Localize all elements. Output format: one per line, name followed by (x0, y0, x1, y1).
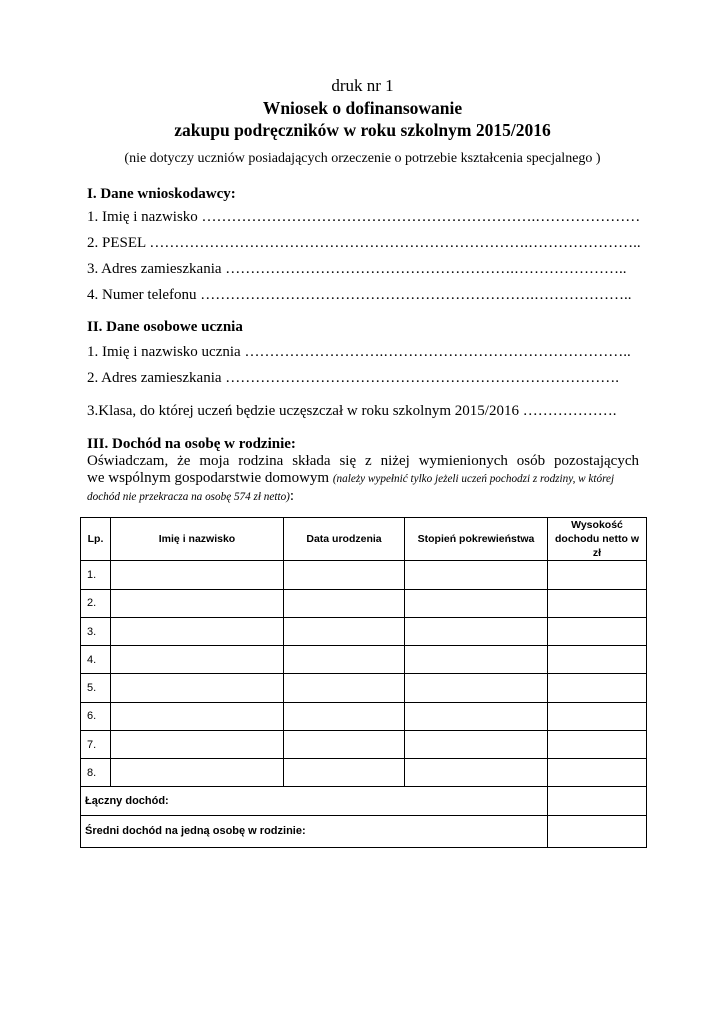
cell-name[interactable] (111, 702, 284, 730)
declaration-note: (należy wypełnić tylko jeżeli uczeń pochodzi z rodziny, w której dochód nie przekracza na osobę 574 zł netto) (87, 473, 615, 503)
cell-income[interactable] (548, 674, 647, 702)
document-note: (nie dotyczy uczniów posiadających orzeczenie o potrzebie kształcenia specjalnego ) (124, 151, 601, 166)
cell-relationship[interactable] (405, 730, 548, 758)
field-student-name[interactable]: 1. Imię i nazwisko ucznia ……………………….………………………………………….. (87, 344, 631, 360)
table-row (81, 730, 647, 758)
table-row (81, 561, 647, 589)
cell-income[interactable] (548, 646, 647, 674)
declaration-line2-text: we wspólnym gospodarstwie domowym (87, 470, 330, 486)
cell-birth-date[interactable] (284, 617, 405, 645)
total-income-value[interactable] (548, 787, 647, 815)
total-income-row (81, 787, 647, 815)
declaration-line2 (87, 470, 639, 506)
declaration-paragraph (87, 453, 639, 506)
field-applicant-phone[interactable]: 4. Numer telefonu ………………………………………………………….……………….. (87, 287, 632, 303)
field-applicant-pesel[interactable]: 2. PESEL ………………………………………………………………….………………….. (87, 235, 641, 251)
total-income-label: Łączny dochód: (81, 787, 548, 815)
table-row (81, 646, 647, 674)
table-row (81, 617, 647, 645)
section1-heading: I. Dane wnioskodawcy: (87, 186, 236, 202)
header-birth-date: Data urodzenia (284, 518, 405, 561)
cell-income[interactable] (548, 730, 647, 758)
cell-relationship[interactable] (405, 759, 548, 787)
average-income-value[interactable] (548, 815, 647, 847)
cell-relationship[interactable] (405, 617, 548, 645)
header-income: Wysokość dochodu netto w zł (548, 518, 647, 561)
table-row (81, 759, 647, 787)
cell-name[interactable] (111, 730, 284, 758)
cell-relationship[interactable] (405, 702, 548, 730)
cell-birth-date[interactable] (284, 674, 405, 702)
document-title-line2: zakupu podręczników w roku szkolnym 2015/2016 (174, 120, 551, 140)
declaration-line1: Oświadczam, że moja rodzina składa się z niżej wymienionych osób pozostających (87, 453, 639, 469)
document-title-line1: Wniosek o dofinansowanie (262, 98, 463, 118)
cell-income[interactable] (548, 589, 647, 617)
cell-relationship[interactable] (405, 674, 548, 702)
cell-income[interactable] (548, 561, 647, 589)
table-row (81, 702, 647, 730)
row-number: 4. (81, 646, 111, 674)
row-number: 2. (81, 589, 111, 617)
average-income-row (81, 815, 647, 847)
cell-birth-date[interactable] (284, 646, 405, 674)
row-number: 5. (81, 674, 111, 702)
income-table-header (81, 518, 647, 561)
cell-name[interactable] (111, 561, 284, 589)
header-name: Imię i nazwisko (111, 518, 284, 561)
cell-income[interactable] (548, 617, 647, 645)
cell-name[interactable] (111, 617, 284, 645)
cell-relationship[interactable] (405, 589, 548, 617)
field-applicant-address[interactable]: 3. Adres zamieszkania ………………………………………………….………………….. (87, 261, 627, 277)
row-number: 6. (81, 702, 111, 730)
table-row (81, 674, 647, 702)
section2-heading: II. Dane osobowe ucznia (87, 319, 243, 335)
field-student-address[interactable]: 2. Adres zamieszkania ……………………………………………………………………. (87, 370, 620, 386)
row-number: 8. (81, 759, 111, 787)
field-student-class[interactable]: 3.Klasa, do której uczeń będzie uczęszczał w roku szkolnym 2015/2016 ………………. (87, 403, 617, 419)
cell-birth-date[interactable] (284, 589, 405, 617)
header-relationship: Stopień pokrewieństwa (405, 518, 548, 561)
document-label: druk nr 1 (331, 76, 394, 95)
cell-name[interactable] (111, 589, 284, 617)
row-number: 1. (81, 561, 111, 589)
section3-heading: III. Dochód na osobę w rodzinie: (87, 436, 296, 452)
row-number: 7. (81, 730, 111, 758)
cell-name[interactable] (111, 759, 284, 787)
cell-income[interactable] (548, 759, 647, 787)
cell-name[interactable] (111, 646, 284, 674)
cell-birth-date[interactable] (284, 730, 405, 758)
cell-income[interactable] (548, 702, 647, 730)
cell-birth-date[interactable] (284, 702, 405, 730)
row-number: 3. (81, 617, 111, 645)
cell-relationship[interactable] (405, 646, 548, 674)
table-row (81, 589, 647, 617)
income-table (80, 517, 647, 848)
cell-name[interactable] (111, 674, 284, 702)
header-lp: Lp. (81, 518, 111, 561)
declaration-end: : (289, 488, 295, 504)
cell-birth-date[interactable] (284, 561, 405, 589)
field-applicant-name[interactable]: 1. Imię i nazwisko ………………………………………………………….………………… (87, 209, 641, 225)
average-income-label: Średni dochód na jedną osobę w rodzinie: (81, 815, 548, 847)
cell-relationship[interactable] (405, 561, 548, 589)
cell-birth-date[interactable] (284, 759, 405, 787)
